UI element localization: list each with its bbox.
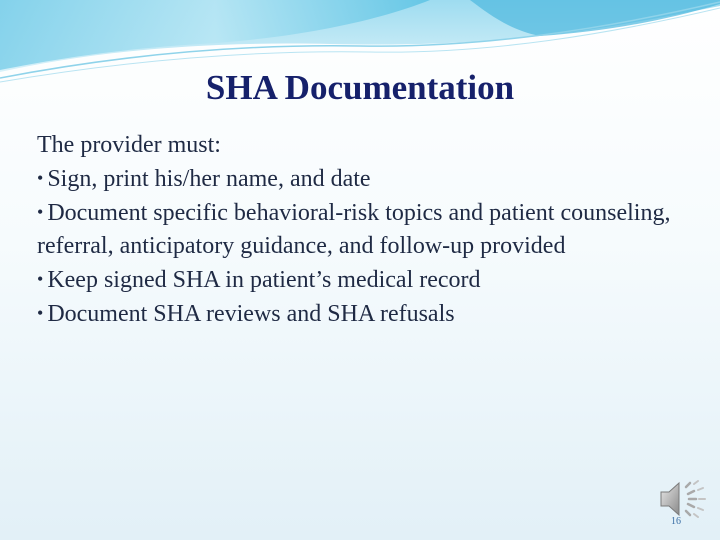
page-number: 16 xyxy=(671,516,681,527)
speaker-icon[interactable] xyxy=(658,478,708,520)
bullet-text: Document specific behavioral-risk topics and patient counseling, referral, anticipatory guidance, and follow-up provided xyxy=(37,200,671,259)
bullet-item xyxy=(37,297,697,331)
bullet-item xyxy=(37,162,697,196)
bullet-dot: • xyxy=(37,202,44,222)
title-text: SHA Documentation xyxy=(205,68,515,107)
slide-body xyxy=(37,129,697,331)
bullet-text: Keep signed SHA in patient’s medical record xyxy=(47,267,481,293)
intro-text: The provider must: xyxy=(37,132,221,158)
bullet-item xyxy=(37,263,697,297)
page-title xyxy=(0,68,720,108)
bullet-dot: • xyxy=(37,168,44,188)
bullet-item xyxy=(37,196,697,263)
bullet-text: Sign, print his/her name, and date xyxy=(47,166,371,192)
bullet-text: Document SHA reviews and SHA refusals xyxy=(47,301,455,327)
bullet-dot: • xyxy=(37,269,44,289)
bullet-dot: • xyxy=(37,303,44,323)
